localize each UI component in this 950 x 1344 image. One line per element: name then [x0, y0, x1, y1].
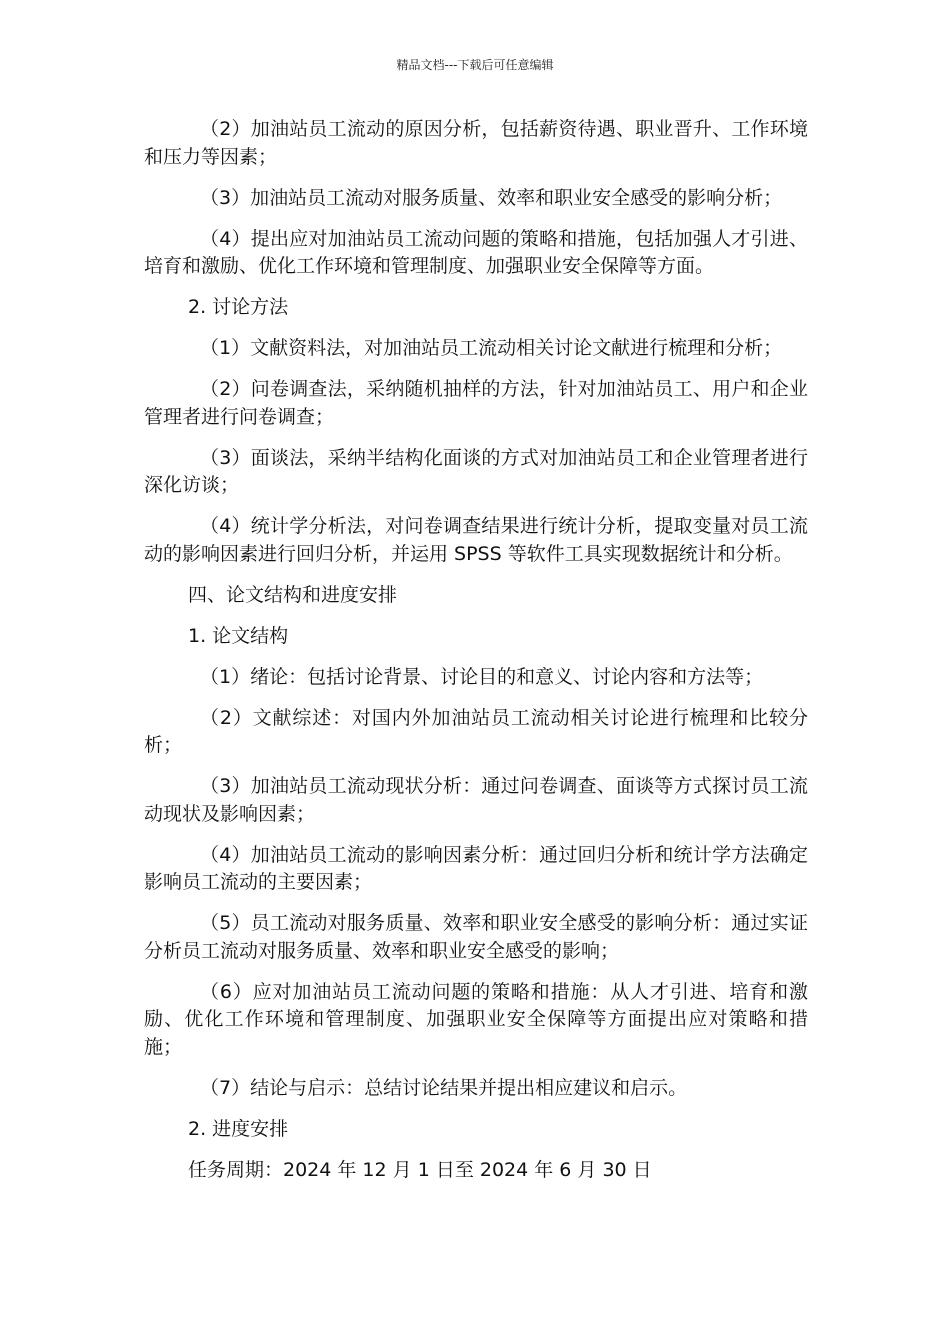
paragraph-literature-review: （2）文献综述：对国内外加油站员工流动相关讨论进行梳理和比较分析； — [144, 706, 808, 756]
section-heading-thesis-structure: 1. 论文结构 — [188, 624, 289, 647]
task-period: 任务周期：2024 年 12 月 1 日至 2024 年 6 月 30 日 — [188, 1158, 652, 1181]
section-heading-schedule: 2. 进度安排 — [188, 1117, 289, 1140]
paragraph-status-analysis: （3）加油站员工流动现状分析：通过问卷调查、面谈等方式探讨员工流动现状及影响因素； — [144, 775, 808, 825]
section-heading-methods: 2. 讨论方法 — [188, 296, 289, 318]
paragraph-reasons-analysis: （2）加油站员工流动的原因分析，包括薪资待遇、职业晋升、工作环境和压力等因素； — [144, 118, 808, 168]
section-heading-structure-schedule: 四、论文结构和进度安排 — [188, 583, 398, 606]
document-body — [144, 116, 808, 1184]
paragraph-introduction: （1）绪论：包括讨论背景、讨论目的和意义、讨论内容和方法等； — [200, 665, 764, 688]
paragraph-statistics-method: （4）统计学分析法，对问卷调查结果进行统计分析，提取变量对员工流动的影响因素进行回归分析，并运用 SPSS 等软件工具实现数据统计和分析。 — [144, 515, 808, 565]
paragraph-interview-method: （3）面谈法，采纳半结构化面谈的方式对加油站员工和企业管理者进行深化访谈； — [144, 446, 808, 496]
page-header: 精品文档---下载后可任意编辑 — [396, 58, 554, 72]
paragraph-conclusion: （7）结论与启示：总结讨论结果并提出相应建议和启示。 — [200, 1076, 688, 1099]
paragraph-strategies: （4）提出应对加油站员工流动问题的策略和措施，包括加强人才引进、培育和激励、优化工作环境和管理制度、加强职业安全保障等方面。 — [144, 227, 808, 277]
paragraph-literature-method: （1）文献资料法，对加油站员工流动相关讨论文献进行梳理和分析； — [200, 337, 783, 359]
paragraph-countermeasures: （6）应对加油站员工流动问题的策略和措施：从人才引进、培育和激励、优化工作环境和管理制度、加强职业安全保障等方面提出应对策略和措施； — [144, 980, 808, 1058]
paragraph-effect-analysis: （5）员工流动对服务质量、效率和职业安全感受的影响分析：通过实证分析员工流动对服务质量、效率和职业安全感受的影响； — [144, 912, 808, 962]
paragraph-impact-analysis: （3）加油站员工流动对服务质量、效率和职业安全感受的影响分析； — [200, 186, 783, 209]
paragraph-factor-analysis: （4）加油站员工流动的影响因素分析：通过回归分析和统计学方法确定影响员工流动的主要因素； — [144, 843, 808, 893]
paragraph-questionnaire-method: （2）问卷调查法，采纳随机抽样的方法，针对加油站员工、用户和企业管理者进行问卷调查； — [144, 378, 808, 428]
